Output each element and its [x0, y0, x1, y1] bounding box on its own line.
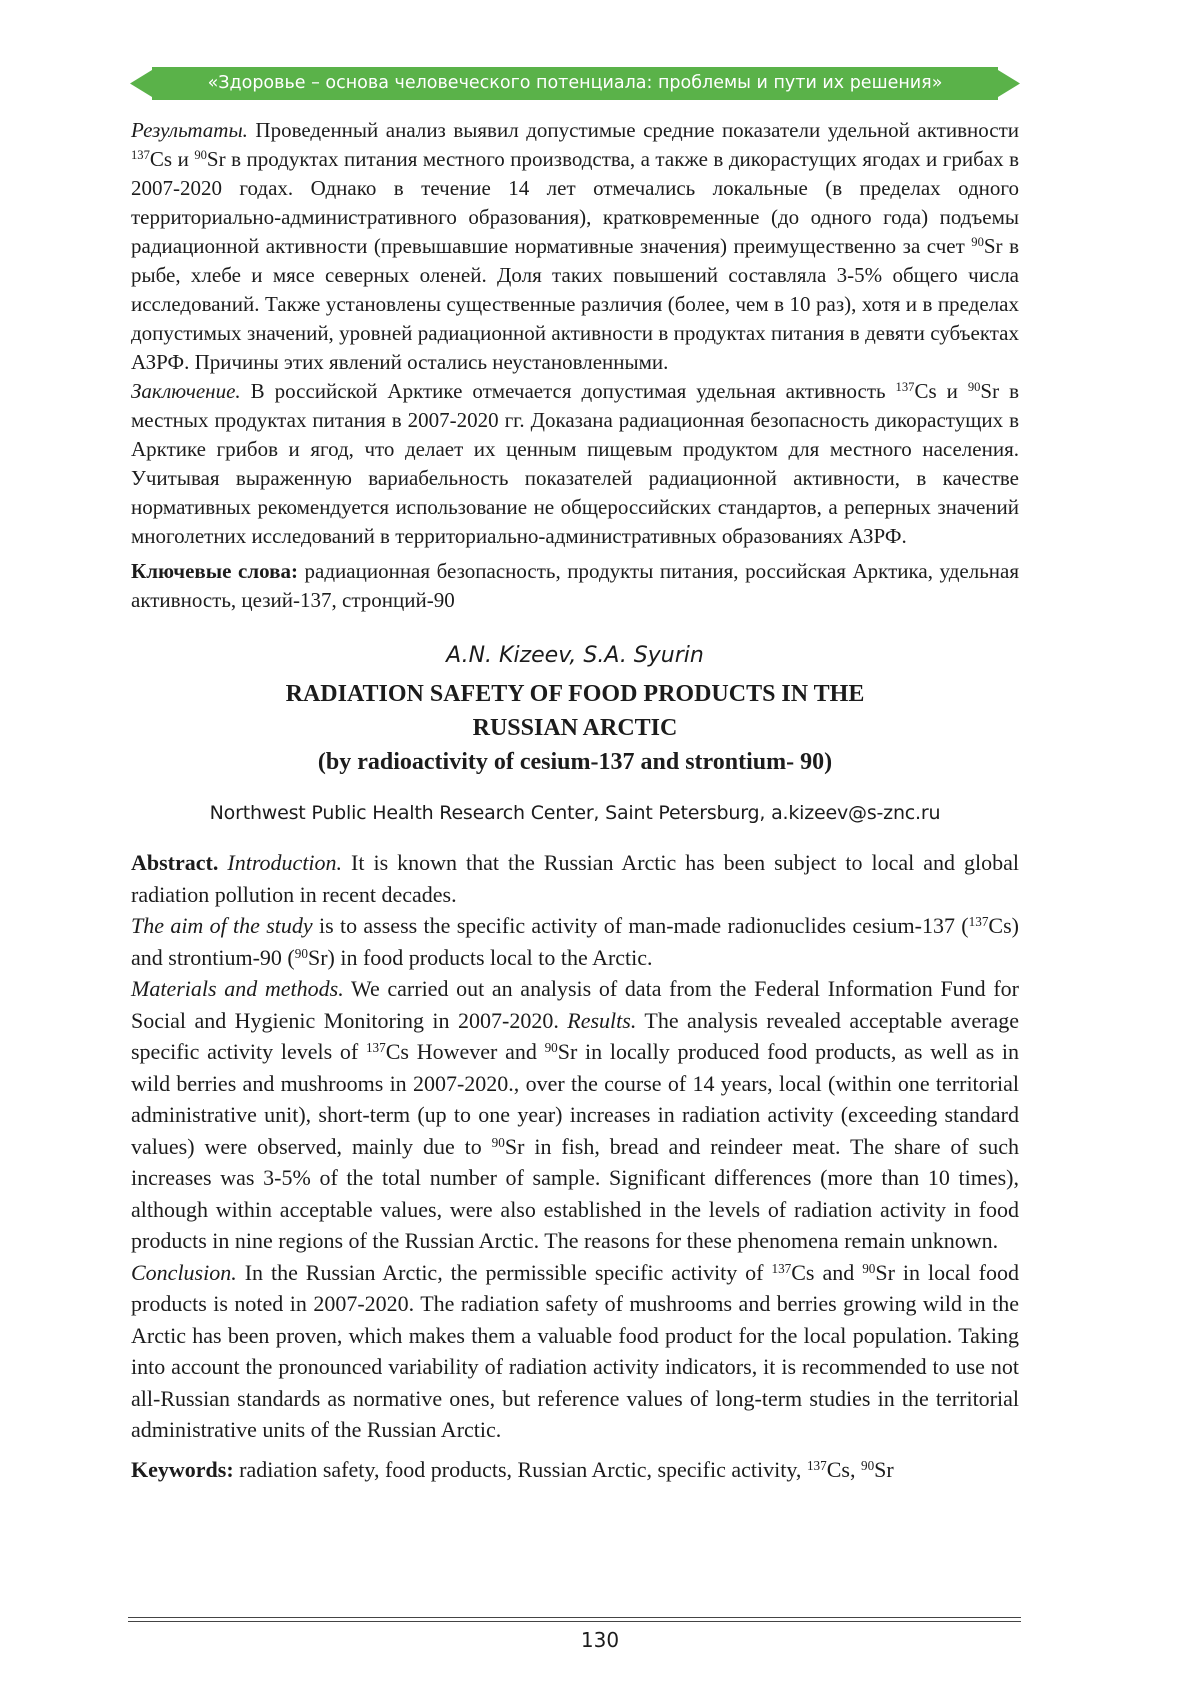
ru-conclusion-text: в местных продуктах питания в 2007-2020 гг. Доказана радиационная безопасность дикорастущих в Арктике грибов и ягод, что делает их ценным пищевым продуктом для местного населения. Учитывая выраженную вариабельность показателей радиационной активности, в качестве нормативных рекомендуется использование не общероссийских стандартов, а реперных значений многолетних исследований в территориально-административных образованиях АЗРФ. [131, 379, 1019, 548]
ru-results-text: Проведенный анализ выявил допустимые средние показатели удельной активности [247, 118, 1019, 142]
en-intro-paragraph [131, 847, 1019, 910]
ru-conclusion-label: Заключение. [131, 379, 241, 403]
en-keywords-text: radiation safety, food products, Russian Arctic, specific activity, [233, 1456, 807, 1482]
footer-rule-top [128, 1617, 1021, 1618]
isotope-symbol: Cs [385, 1039, 409, 1064]
isotope-symbol: Sr [557, 1039, 578, 1064]
ru-results-label: Результаты. [131, 118, 248, 142]
isotope-mass: 137 [968, 913, 989, 929]
isotope-mass: 90 [971, 235, 984, 250]
isotope-symbol: Sr [874, 1456, 894, 1482]
conjunction: и [172, 147, 195, 171]
en-keywords-label: Keywords: [131, 1456, 234, 1482]
separator: , [849, 1456, 861, 1482]
banner-title: «Здоровье – основа человеческого потенциала: проблемы и пути их решения» [207, 73, 943, 93]
isotope-symbol: Sr [307, 944, 328, 970]
footer-rule-bottom [128, 1621, 1021, 1622]
isotope-symbol: Cs [149, 147, 173, 171]
ru-keywords [131, 557, 1019, 615]
isotope-symbol: Cs [791, 1259, 815, 1285]
abstract-label: Abstract. [131, 850, 219, 875]
en-methods-text: We carried out an analysis of data from the Federal Information Fund for Social and Hygienic Monitoring in 2007-2020. [131, 976, 1019, 1033]
en-aim-text: is to assess the specific activity of man-made radionuclides cesium-137 ( [312, 913, 969, 938]
isotope-mass: 90 [862, 1260, 876, 1276]
ru-results-paragraph [131, 116, 1019, 377]
en-aim-paragraph [131, 910, 1019, 973]
isotope-symbol: Sr [875, 1259, 895, 1285]
en-conclusion-text: and [814, 1259, 863, 1285]
isotope-mass: 137 [806, 1457, 827, 1473]
en-intro-text: It is known that the Russian Arctic has been subject to local and global radiation pollution in recent decades. [131, 850, 1020, 907]
isotope-mass: 137 [895, 380, 915, 395]
article-title [131, 677, 1019, 745]
en-methods-results-paragraph [131, 973, 1019, 1257]
en-results-text: However and [408, 1039, 545, 1064]
isotope-symbol: Sr [504, 1133, 525, 1159]
isotope-symbol: Sr [983, 234, 1003, 258]
isotope-mass: 90 [967, 380, 981, 395]
ru-conclusion-text: В российской Арктике отмечается допустимая удельная активность [240, 379, 896, 403]
en-aim-text: ) and strontium-90 ( [131, 913, 1019, 970]
isotope-mass: 90 [294, 945, 308, 961]
ru-results-text: в рыбе, хлебе и мясе северных оленей. Доля таких повышений составляла 3-5% общего числа исследований. Также установлены существенные различия (более, чем в 10 раз), хотя и в пределах допустимых значений, уровней радиационной активности в продуктах питания в девяти субъектах АЗРФ. Причины этих явлений остались неустановленными. [131, 234, 1019, 374]
en-conclusion-label: Conclusion. [131, 1259, 237, 1285]
isotope-symbol: Sr [206, 147, 226, 171]
isotope-mass: 137 [365, 1039, 386, 1055]
en-aim-label: The aim of the study [131, 913, 313, 938]
en-conclusion-text: in local food products is noted in 2007-2020. The radiation safety of mushrooms and berries growing wild in the Arctic has been proven, which makes them a valuable food product for the local population. Taking into account the pronounced variability of radiation activity indicators, it is recommended to use not all-Russian standards as normative ones, but reference values of long-term studies in the territorial administrative units of the Russian Arctic. [131, 1259, 1020, 1442]
affiliation: Northwest Public Health Research Center, Saint Petersburg, a.kizeev@s-znc.ru [209, 802, 941, 824]
en-aim-text: ) in food products local to the Arctic. [327, 944, 653, 970]
ru-keywords-label: Ключевые слова: [131, 559, 298, 583]
isotope-mass: 90 [491, 1134, 505, 1150]
isotope-mass: 137 [131, 148, 150, 163]
isotope-symbol: Cs [914, 379, 937, 403]
ru-results-text: в продуктах питания местного производства, а также в дикорастущих ягодах и грибах в 2007-2020 годах. Однако в течение 14 лет отмечались локальные (в пределах одного территориально-административного образования), кратковременные (до одного года) подъемы радиационной активности (превышавшие нормативные значения) преимущественно за счет [131, 147, 1019, 258]
article-subtitle: (by radioactivity of cesium-137 and strontium- 90) [317, 749, 833, 775]
isotope-symbol: Sr [980, 379, 1000, 403]
en-results-text: The analysis revealed acceptable average specific activity levels of [131, 1007, 1019, 1064]
title-line-2: RUSSIAN ARCTIC [472, 715, 678, 741]
conjunction: и [936, 379, 958, 403]
authors: A.N. Kizeev, S.A. Syurin [446, 643, 704, 668]
ru-conclusion-paragraph [131, 377, 1019, 551]
en-results-text: in fish, bread and reindeer meat. The share of such increases was 3-5% of the total number of sample. Significant differences (more than 10 times), although within acceptable values, were also established in the levels of radiation activity in food products in nine regions of the Russian Arctic. The reasons for these phenomena remain unknown. [131, 1133, 1020, 1253]
en-methods-label: Materials and methods. [131, 976, 344, 1001]
isotope-symbol: Cs [988, 913, 1012, 938]
title-line-1: RADIATION SAFETY OF FOOD PRODUCTS IN THE [285, 681, 865, 707]
en-intro-label: Introduction. [227, 850, 343, 875]
header-banner [130, 67, 1020, 100]
page-number: 130 [580, 1628, 620, 1652]
isotope-mass: 90 [860, 1457, 875, 1473]
en-results-label: Results. [567, 1007, 637, 1033]
isotope-mass: 137 [771, 1260, 792, 1276]
isotope-mass: 90 [544, 1039, 558, 1055]
en-conclusion-paragraph [131, 1257, 1019, 1446]
page-content [131, 116, 1019, 1485]
en-conclusion-text: In the Russian Arctic, the permissible specific activity of [236, 1259, 772, 1285]
isotope-mass: 90 [194, 148, 207, 163]
isotope-symbol: Cs [826, 1456, 850, 1482]
ru-keywords-text: радиационная безопасность, продукты питания, российская Арктика, удельная активность, цезий-137, стронций-90 [131, 559, 1019, 612]
en-results-text: in locally produced food products, as well as in wild berries and mushrooms in 2007-2020., over the course of 14 years, local (within one territorial administrative unit), short-term (up to one year) increases in radiation activity (exceeding standard values) were observed, mainly due to [131, 1039, 1019, 1159]
en-keywords [131, 1454, 1019, 1486]
